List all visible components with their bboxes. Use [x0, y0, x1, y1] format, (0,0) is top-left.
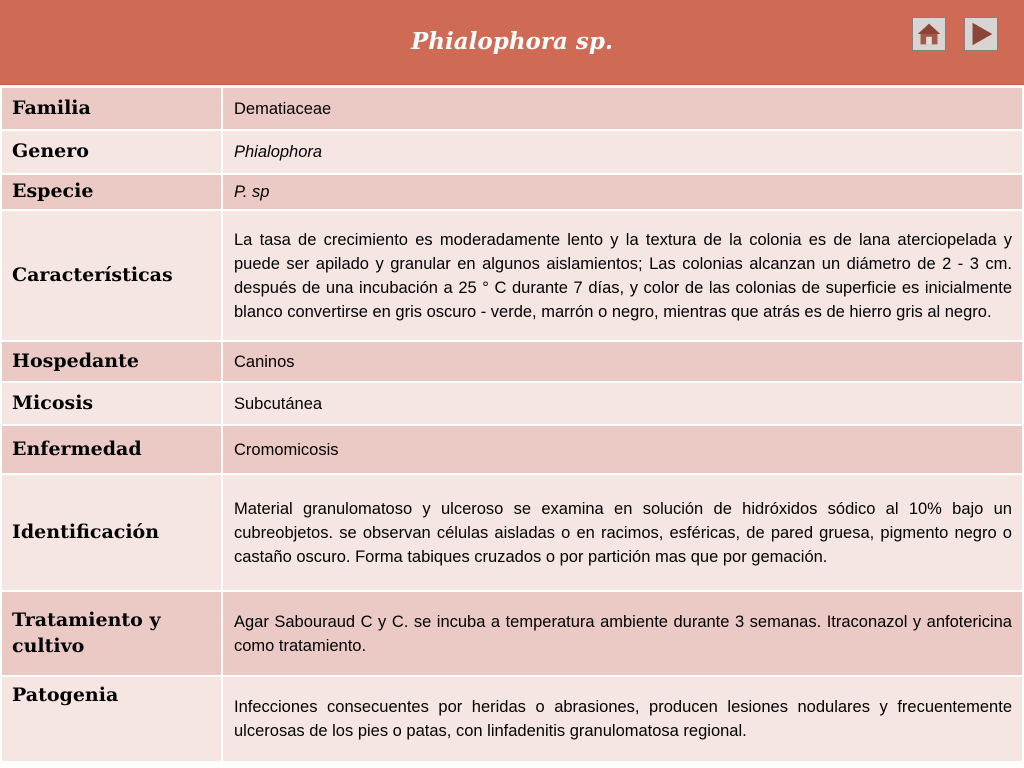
next-slide-button[interactable] — [964, 17, 998, 51]
row-label: Enfermedad — [1, 425, 222, 474]
row-value: Cromomicosis — [222, 425, 1023, 474]
table-row — [1, 591, 1023, 676]
row-label: Especie — [1, 174, 222, 210]
row-value: Subcutánea — [222, 382, 1023, 425]
row-value: Infecciones consecuentes por heridas o abrasiones, producen lesiones nodulares y frecuentemente ulcerosas de los pies o patas, con linfadenitis granulomatosa regional. — [222, 676, 1023, 762]
table-row — [1, 341, 1023, 382]
row-label: Genero — [1, 130, 222, 174]
table-row — [1, 210, 1023, 341]
row-value: P. sp — [222, 174, 1023, 210]
table-row — [1, 676, 1023, 762]
page-title: Phialophora sp. — [411, 28, 613, 55]
row-value: Phialophora — [222, 130, 1023, 174]
table-row — [1, 174, 1023, 210]
row-value: Caninos — [222, 341, 1023, 382]
home-icon — [913, 18, 945, 50]
play-arrow-icon — [965, 18, 997, 50]
row-value: Agar Sabouraud C y C. se incuba a temperatura ambiente durante 3 semanas. Itraconazol y anfotericina como tratamiento. — [222, 591, 1023, 676]
row-label: Tratamiento y cultivo — [1, 591, 222, 676]
row-label: Identificación — [1, 474, 222, 591]
table-row — [1, 425, 1023, 474]
row-label: Familia — [1, 87, 222, 130]
row-value: Material granulomatoso y ulceroso se examina en solución de hidróxidos sódico al 10% bajo un cubreobjetos. se observan células aisladas o en racimos, esféricas, de pared gruesa, pigmento negro o castaño oscuro. Forma tabiques cruzados o por partición mas que por gemación. — [222, 474, 1023, 591]
row-label: Hospedante — [1, 341, 222, 382]
table-row — [1, 382, 1023, 425]
row-label: Características — [1, 210, 222, 341]
row-label: Micosis — [1, 382, 222, 425]
row-value: La tasa de crecimiento es moderadamente lento y la textura de la colonia es de lana aterciopelada y puede ser apilado y granular en algunos aislamientos; Las colonias alcanzan un diámetro de 2 - 3 cm. después de una incubación a 25 ° C durante 7 días, y color de las colonias de superficie es inicialmente blanco convertirse en gris oscuro - verde, marrón o negro, mientras que atrás es de hierro gris al negro. — [222, 210, 1023, 341]
table-row — [1, 474, 1023, 591]
row-label: Patogenia — [1, 676, 222, 762]
taxonomy-table — [0, 86, 1024, 763]
home-button[interactable] — [912, 17, 946, 51]
table-row — [1, 87, 1023, 130]
title-bar — [0, 0, 1024, 85]
row-value: Dematiaceae — [222, 87, 1023, 130]
table-row — [1, 130, 1023, 174]
